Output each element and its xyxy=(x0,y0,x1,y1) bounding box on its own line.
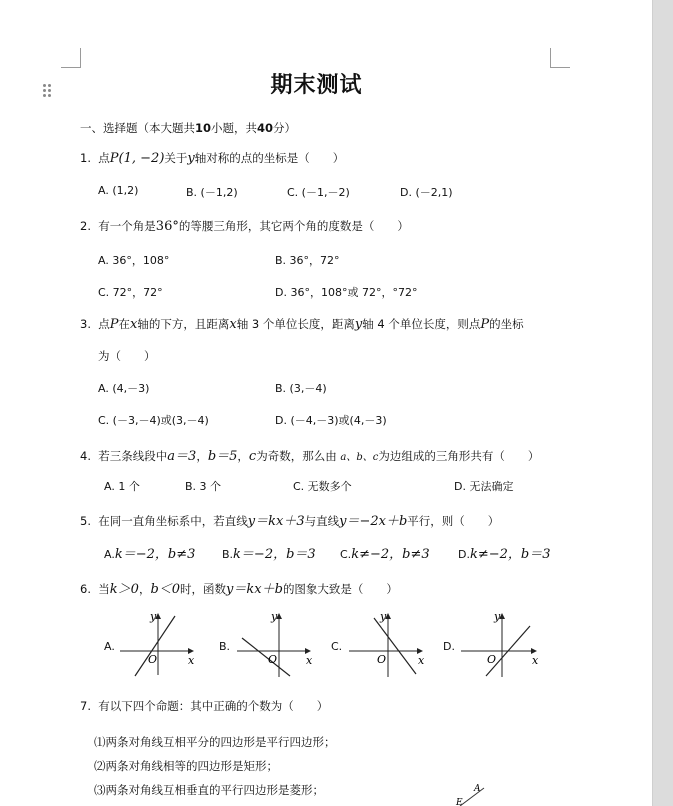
q1-axis: y xyxy=(187,151,195,166)
q6-b: b＜0 xyxy=(150,582,181,597)
question-number: 6. xyxy=(80,582,91,596)
q5-line1: y＝kx＋3 xyxy=(247,514,305,529)
q3-t2: 轴的下方，且距离 xyxy=(137,317,230,331)
option-expr: k≠−2，b＝3 xyxy=(469,547,551,562)
scrollbar-track[interactable] xyxy=(652,0,673,806)
q7-text: 有以下四个命题：其中正确的个数为（ ） xyxy=(98,699,329,713)
q3-t3: 轴 3 个单位长度，距离 xyxy=(236,317,355,331)
x-label: x xyxy=(306,654,313,667)
origin-label: O xyxy=(377,653,387,666)
figure-label-a: A xyxy=(474,784,481,794)
q7-item-1: ⑴两条对角线互相平分的四边形是平行四边形； xyxy=(94,735,336,749)
y-label: y xyxy=(380,610,387,623)
q4-option-a[interactable]: A. 1 个 xyxy=(104,480,140,493)
option-expr: k＝−2，b≠3 xyxy=(114,547,196,562)
q2-option-c[interactable]: C. 72°，72° xyxy=(98,286,163,299)
q7-item-2: ⑵两条对角线相等的四边形是矩形； xyxy=(94,759,278,773)
q3-pre: 点 xyxy=(98,317,110,331)
x-label: x xyxy=(418,654,425,667)
q3-line2: 为（ ） xyxy=(98,349,156,363)
q6-graph-b[interactable] xyxy=(232,610,317,680)
q5-option-d[interactable] xyxy=(458,543,551,562)
q6-post: 的图象大致是（ ） xyxy=(282,582,398,596)
q4-c2: ， xyxy=(237,449,249,463)
q3-option-d[interactable]: D. (－4,－3)或(4,－3) xyxy=(275,414,387,427)
q6-pre: 当 xyxy=(98,582,110,596)
q4-post2: 为边组成的三角形共有（ ） xyxy=(378,449,540,463)
question-number: 7. xyxy=(80,699,91,713)
question-number: 2. xyxy=(80,219,91,233)
q3-x2: x xyxy=(229,317,237,332)
graph-line xyxy=(135,616,175,676)
q3-option-c[interactable]: C. (－3,－4)或(3,－4) xyxy=(98,414,209,427)
q5-post: 平行，则（ ） xyxy=(407,514,500,528)
q2-pre: 有一个角是 xyxy=(98,219,156,233)
question-number: 1. xyxy=(80,151,91,165)
section-suffix: 分） xyxy=(273,121,297,135)
q3-p2: P xyxy=(480,317,490,332)
q2-angle: 36° xyxy=(155,219,179,234)
q5-option-c[interactable] xyxy=(340,543,430,562)
q3-option-b[interactable]: B. (3,－4) xyxy=(275,382,327,395)
q5-mid: 与直线 xyxy=(304,514,340,528)
q6-k: k＞0 xyxy=(109,582,139,597)
q2-option-b[interactable]: B. 36°，72° xyxy=(275,254,340,267)
q4-b: b＝5 xyxy=(207,449,238,464)
y-label: y xyxy=(494,610,501,623)
figure-label-e: E xyxy=(456,798,463,806)
option-expr: k≠−2，b≠3 xyxy=(351,547,430,562)
q1-post2: 轴对称的点的坐标是（ ） xyxy=(194,151,345,165)
origin-label: O xyxy=(487,653,497,666)
question-number: 5. xyxy=(80,514,91,528)
q4-a: a＝3 xyxy=(167,449,197,464)
option-expr: k＝−2，b＝3 xyxy=(233,547,316,562)
q6-option-d-label[interactable]: D. xyxy=(443,640,455,653)
q4-abc: a、b、c xyxy=(340,452,379,463)
question-number: 4. xyxy=(80,449,91,463)
q7-item-3: ⑶两条对角线互相垂直的平行四边形是菱形； xyxy=(94,783,324,797)
q6-option-c-label[interactable]: C. xyxy=(331,640,343,653)
section-prefix: 一、选择题（本大题共 xyxy=(80,121,195,135)
q6-mid: 时，函数 xyxy=(180,582,227,596)
question-1 xyxy=(80,150,344,166)
q3-t5: 的坐标 xyxy=(489,317,524,331)
q3-t4: 轴 4 个单位长度，则点 xyxy=(362,317,481,331)
q1-option-b[interactable]: B. (－1,2) xyxy=(186,186,238,199)
question-2 xyxy=(80,218,409,234)
question-5 xyxy=(80,510,499,529)
margin-corner-top-left xyxy=(61,48,81,68)
q3-y: y xyxy=(354,317,363,332)
question-6 xyxy=(80,578,398,597)
q6-c1: ， xyxy=(138,582,151,596)
q2-post: 的等腰三角形，其它两个角的度数是（ ） xyxy=(178,219,409,233)
q4-option-c[interactable]: C. 无数多个 xyxy=(293,480,352,493)
q6-option-a-label[interactable]: A. xyxy=(104,640,115,653)
q4-option-d[interactable]: D. 无法确定 xyxy=(454,480,514,493)
q6-graph-d[interactable] xyxy=(458,610,543,680)
q6-graph-a[interactable] xyxy=(115,610,200,680)
section-score: 40 xyxy=(257,121,274,135)
x-label: x xyxy=(188,654,195,667)
page-title: 期末测试 xyxy=(270,72,363,98)
y-label: y xyxy=(150,610,157,623)
option-label: D. xyxy=(458,548,470,561)
margin-corner-top-right xyxy=(550,48,570,68)
q4-c1: ， xyxy=(196,449,208,463)
question-4 xyxy=(80,445,539,464)
origin-label: O xyxy=(148,653,158,666)
q5-option-b[interactable] xyxy=(222,543,316,562)
q4-option-b[interactable]: B. 3 个 xyxy=(185,480,222,493)
option-label: C. xyxy=(340,548,352,561)
y-label: y xyxy=(271,610,278,623)
q4-post: 为奇数，那么由 xyxy=(256,449,337,463)
q1-pre: 点 xyxy=(98,151,110,165)
graph-line xyxy=(242,638,290,676)
section-mid: 小题，共 xyxy=(211,121,258,135)
q3-option-a[interactable]: A. (4,－3) xyxy=(98,382,150,395)
q6-graph-c[interactable] xyxy=(344,610,429,680)
q1-option-a[interactable]: A. (1,2) xyxy=(98,184,139,197)
q5-line2: y＝−2x＋b xyxy=(339,514,408,529)
q6-function: y＝kx＋b xyxy=(226,582,283,597)
q6-option-b-label[interactable]: B. xyxy=(219,640,231,653)
q4-c: c xyxy=(248,449,257,464)
option-label: B. xyxy=(222,548,234,561)
q2-option-a[interactable]: A. 36°，108° xyxy=(98,254,170,267)
x-label: x xyxy=(532,654,539,667)
q7-figure-fragment xyxy=(452,780,492,806)
q5-pre: 在同一直角坐标系中，若直线 xyxy=(98,514,248,528)
q5-option-a[interactable] xyxy=(104,543,195,562)
option-label: A. xyxy=(104,548,115,561)
q3-t1: 在 xyxy=(118,317,131,331)
origin-label: O xyxy=(268,653,278,666)
question-3 xyxy=(80,316,524,332)
q2-option-d[interactable]: D. 36°，108°或 72°，°72° xyxy=(275,286,418,299)
q4-pre: 若三条线段中 xyxy=(98,449,168,463)
question-7 xyxy=(80,698,328,714)
q1-post: 关于 xyxy=(164,151,188,165)
q1-option-c[interactable]: C. (－1,－2) xyxy=(287,186,350,199)
q3-p: P xyxy=(109,317,119,332)
q1-point: P(1, −2) xyxy=(109,151,165,166)
section-heading xyxy=(80,120,296,136)
question-number: 3. xyxy=(80,317,91,331)
q3-x: x xyxy=(130,317,138,332)
section-count: 10 xyxy=(195,121,212,135)
q1-option-d[interactable]: D. (－2,1) xyxy=(400,186,453,199)
